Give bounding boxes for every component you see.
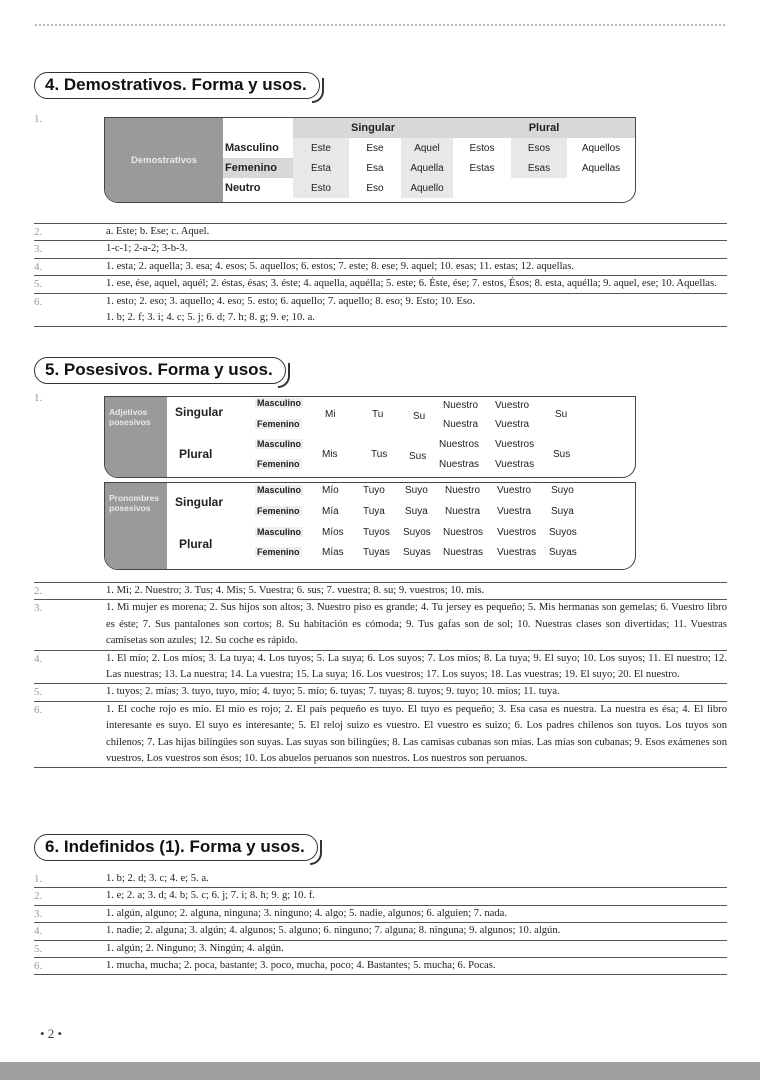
- label-fem: Femenino: [257, 506, 300, 516]
- label-fem: Femenino: [257, 419, 300, 429]
- answer-text: 1. algún; 2. Ninguno; 3. Ningún; 4. algún.: [106, 942, 284, 954]
- page-number: • 2 •: [40, 1026, 63, 1041]
- cell: Vuestra: [495, 419, 530, 430]
- cell: Vuestro: [497, 485, 532, 496]
- cell: Este: [293, 138, 349, 158]
- section-indefinidos: [34, 834, 727, 975]
- cell: Tus: [371, 449, 388, 460]
- cell: Esta: [293, 158, 349, 178]
- cell: Su: [555, 409, 568, 420]
- cell: Vuestro: [495, 400, 530, 411]
- cell: Míos: [322, 527, 344, 538]
- answer-text: 1. nadie; 2. alguna; 3. algún; 4. algunos; 5. alguno; 6. ninguno; 7. alguna; 8. ninguna; 9. algunos; 10. algún.: [106, 925, 561, 937]
- answer-row: [34, 923, 727, 940]
- answer-text: 1. Mi mujer es morena; 2. Sus hijos son altos; 3. Nuestro piso es grande; 4. Tu jersey es pequeño; 5. Mis hermanas son gemelas; 6. Vuestro libro es éste; 7. Sus pantalones son cortos; 8. Su habitación es cómoda; 9. Tus gafas son de sol; 10. Nuestras clases son divertidas; 11. Vuestras camisetas son azules; 12. Su coche es rápido.: [106, 602, 727, 647]
- cell: Tuya: [363, 506, 385, 517]
- table-side-label: Adjetivos posesivos: [105, 397, 167, 477]
- item-number: 5.: [34, 686, 43, 699]
- cell: Mío: [322, 485, 339, 496]
- bottom-bar: [0, 1062, 760, 1080]
- cell: Vuestros: [495, 439, 535, 450]
- cell: Nuestros: [439, 439, 480, 450]
- answer-text: 1. El coche rojo es mío. El mío es rojo; 2. El país pequeño es tuyo. El tuyo es pequeño; 3. Esa casa es nuestra. La nuestra es ésa; 4. El libro interesante es suyo. El suyo es interesante; 5. El reloj suizo es vuestro. El vuestro es suizo; 6. Los padres chilenos son tuyos. Los tuyos son chilenos; 7. Las hijas bilingües son suyas. Las suyas son bilingües; 8. Las camisas cubanas son mías. Las mías son cubanas; 9. Esos exámenes son vuestros. Los vuestros son ésos; 10. Los abuelos peruanos son nuestros. Los nuestros son peruanos.: [106, 703, 727, 765]
- cell: Ese: [366, 142, 384, 154]
- answer-text: a. Este; b. Ese; c. Aquel.: [106, 226, 210, 237]
- answer-text: 1-c-1; 2-a-2; 3-b-3.: [106, 243, 188, 255]
- answer-text: 1. esto; 2. eso; 3. aquello; 4. eso; 5. esto; 6. aquello; 7. aquello; 8. eso; 9. Esto; 10. Eso.: [106, 295, 475, 307]
- label-masc: Masculino: [257, 439, 302, 449]
- item-number: 1.: [34, 113, 43, 125]
- row-label: Femenino: [223, 158, 293, 178]
- cell: Tuyas: [363, 547, 390, 558]
- possessive-pronouns-table: [104, 482, 636, 570]
- answer-row: [34, 223, 727, 241]
- cell: Mía: [322, 506, 339, 517]
- row-label: Neutro: [223, 178, 293, 198]
- cell: Su: [413, 411, 426, 422]
- cell: Suyas: [403, 547, 431, 558]
- item-number: 6.: [34, 295, 43, 308]
- answer-row: [34, 600, 727, 650]
- cell: Sus: [553, 449, 571, 460]
- cell: Tu: [372, 409, 384, 420]
- cell: Aquel: [401, 138, 453, 158]
- label-masc: Masculino: [257, 485, 302, 495]
- answer-text: 1. b; 2. d; 3. c; 4. e; 5. a.: [106, 873, 209, 884]
- cell: Vuestra: [497, 506, 532, 517]
- cell: Aquellos: [581, 142, 621, 154]
- answer-row: [34, 888, 727, 905]
- answer-row: [34, 906, 727, 923]
- table-side-label: Pronombres posesivos: [105, 483, 167, 569]
- answer-text: 1. e; 2. a; 3. d; 4. b; 5. c; 6. j; 7. i; 8. h; 9. g; 10. f.: [106, 890, 315, 902]
- answer-text: 1. tuyos; 2. mías; 3. tuyo, tuyo, mío; 4. tuyo; 5. mío; 6. tuyas; 7. tuyas; 8. tuyos; 9. tuyo; 10. míos; 11. tuya.: [106, 686, 560, 698]
- item-1: [34, 113, 727, 213]
- cell: Suya: [405, 506, 428, 517]
- cell: Nuestros: [443, 527, 484, 538]
- label-masc: Masculino: [257, 398, 302, 408]
- item-number: 4.: [34, 652, 43, 665]
- item-number: 3.: [34, 243, 43, 256]
- cell: Aquellas: [581, 162, 621, 174]
- item-number: 2.: [34, 890, 43, 903]
- cell: Suya: [551, 506, 574, 517]
- answer-row: [34, 276, 727, 293]
- item-number: 6.: [34, 960, 43, 973]
- header-plural: Plural: [453, 118, 635, 138]
- section-title: 4. Demostrativos. Forma y usos.: [34, 72, 320, 99]
- possessive-adjectives-table: [104, 396, 636, 478]
- item-number: 4.: [34, 925, 43, 938]
- cell: Vuestras: [495, 459, 535, 470]
- item-number: 2.: [34, 585, 43, 597]
- cell: Nuestra: [445, 506, 481, 517]
- item-number: 3.: [34, 907, 43, 920]
- cell: Estas: [469, 162, 495, 174]
- answer-row: [34, 259, 727, 276]
- item-number: 1.: [34, 873, 43, 885]
- top-dotted-rule: [35, 24, 725, 26]
- cell: Nuestras: [443, 547, 484, 558]
- label-plural: Plural: [179, 447, 213, 461]
- section-title: 6. Indefinidos (1). Forma y usos.: [34, 834, 318, 861]
- answer-text: 1. Mi; 2. Nuestro; 3. Tus; 4. Mis; 5. Vuestra; 6. sus; 7. vuestra; 8. su; 9. vuestros; 10. mis.: [106, 585, 485, 596]
- cell: Suyo: [551, 485, 574, 496]
- answer-text: 1. b; 2. f; 3. i; 4. c; 5. j; 6. d; 7. h; 8. g; 9. e; 10. a.: [106, 312, 315, 324]
- cell: Aquello: [401, 178, 453, 198]
- item-number: 6.: [34, 703, 43, 716]
- cell: Sus: [409, 451, 427, 462]
- answer-row: [34, 582, 727, 600]
- section-title: 5. Posesivos. Forma y usos.: [34, 357, 286, 384]
- answer-text: 1. esta; 2. aquella; 3. esa; 4. esos; 5. aquellos; 6. estos; 7. este; 8. ese; 9. aquel; 10. esas; 11. estas; 12. aquellas.: [106, 260, 574, 272]
- section-posesivos: [34, 357, 727, 768]
- section-demostrativos: [34, 72, 727, 327]
- item-number: 3.: [34, 602, 43, 615]
- cell: Suyos: [403, 527, 431, 538]
- cell: Suyas: [549, 547, 577, 558]
- cell: Mi: [325, 409, 336, 420]
- cell: Mis: [322, 449, 338, 460]
- cell: Nuestro: [445, 485, 481, 496]
- cell: Tuyo: [363, 485, 385, 496]
- answer-text: 1. El mío; 2. Los míos; 3. La tuya; 4. Los tuyos; 5. La suya; 6. Los suyos; 7. Los míos; 8. La tuya; 9. El suyo; 10. Los suyos; 11. El nuestro; 12. Las nuestras; 13. La nuestra; 14. La vuestra; 15. La suya; 16. Los vuestros; 17. Los suyos; 18. Las vuestras; 19. El suyo; 20. El nuestro.: [106, 652, 727, 681]
- answer-row: [34, 310, 727, 327]
- answer-row: [34, 871, 727, 888]
- cell: Aquella: [401, 158, 453, 178]
- table-grid: [223, 118, 635, 198]
- header-singular: Singular: [293, 118, 453, 138]
- answer-row: [34, 294, 727, 310]
- answer-row: [34, 941, 727, 958]
- label-plural: Plural: [179, 537, 213, 551]
- label-singular: Singular: [175, 495, 224, 509]
- cell: Suyo: [405, 485, 428, 496]
- cell: Eso: [366, 182, 384, 194]
- label-singular: Singular: [175, 405, 224, 419]
- cell: Suyos: [549, 527, 577, 538]
- item-number: 5.: [34, 278, 43, 291]
- label-fem: Femenino: [257, 547, 300, 557]
- cell: Estos: [469, 142, 495, 154]
- item-number: 4.: [34, 260, 43, 273]
- cell: Nuestra: [443, 419, 479, 430]
- label-masc: Masculino: [257, 527, 302, 537]
- answer-row: [34, 958, 727, 975]
- cell: Nuestro: [443, 400, 479, 411]
- cell: Mías: [322, 547, 344, 558]
- answer-row: [34, 702, 727, 769]
- cell: Esas: [511, 158, 567, 178]
- label-fem: Femenino: [257, 459, 300, 469]
- table-side-label: Demostrativos: [105, 118, 223, 202]
- cell: Esto: [293, 178, 349, 198]
- answer-text: 1. algún, alguno; 2. alguna, ninguna; 3. ninguno; 4. algo; 5. nadie, algunos; 6. alguien; 7. nada.: [106, 907, 508, 919]
- cell: Nuestras: [439, 459, 480, 470]
- row-label: Masculino: [223, 138, 293, 158]
- cell: Esos: [511, 138, 567, 158]
- cell: Vuestras: [497, 547, 537, 558]
- cell: Vuestros: [497, 527, 537, 538]
- answer-row: [34, 651, 727, 685]
- answer-text: 1. ese, ése, aquel, aquél; 2. éstas, ésas; 3. éste; 4. aquella, aquélla; 5. este; 6. Éste, ése; 7. estos, Ésos; 8. esta, aquélla; 9. aquel, ese; 10. Aquellas.: [106, 278, 717, 290]
- item-number: 2.: [34, 226, 43, 238]
- cell: Esa: [366, 162, 384, 174]
- item-number: 5.: [34, 942, 43, 955]
- item-1: 1. Adjetivos posesivos Singular Plural Masculino Femenino Masculino Femenino Mi Tu Su Nuestro Vuestro Nuestra Vuestra Su Mis Tus Sus Nuestros Vuestros Nuestras Vuestras Sus Pronombres posesivos Singular Plural Masculino Femenino Masculino Femenino Mío Tuyo Suyo Nuestro Vuestro Suyo Mía Tuya Suya Nuestra Vuestra Suya Míos Tuyos Suyos Nuestros Vuestros Suyos Mías Tuyas Suyas Nuestras Vuestras Suyas: [34, 392, 727, 582]
- answer-text: 1. mucha, mucha; 2. poca, bastante; 3. poco, mucha, poco; 4. Bastantes; 5. mucha; 6. Pocas.: [106, 960, 496, 972]
- answer-row: [34, 684, 727, 701]
- cell: Tuyos: [363, 527, 390, 538]
- demonstratives-table: [104, 117, 636, 203]
- answer-row: [34, 241, 727, 258]
